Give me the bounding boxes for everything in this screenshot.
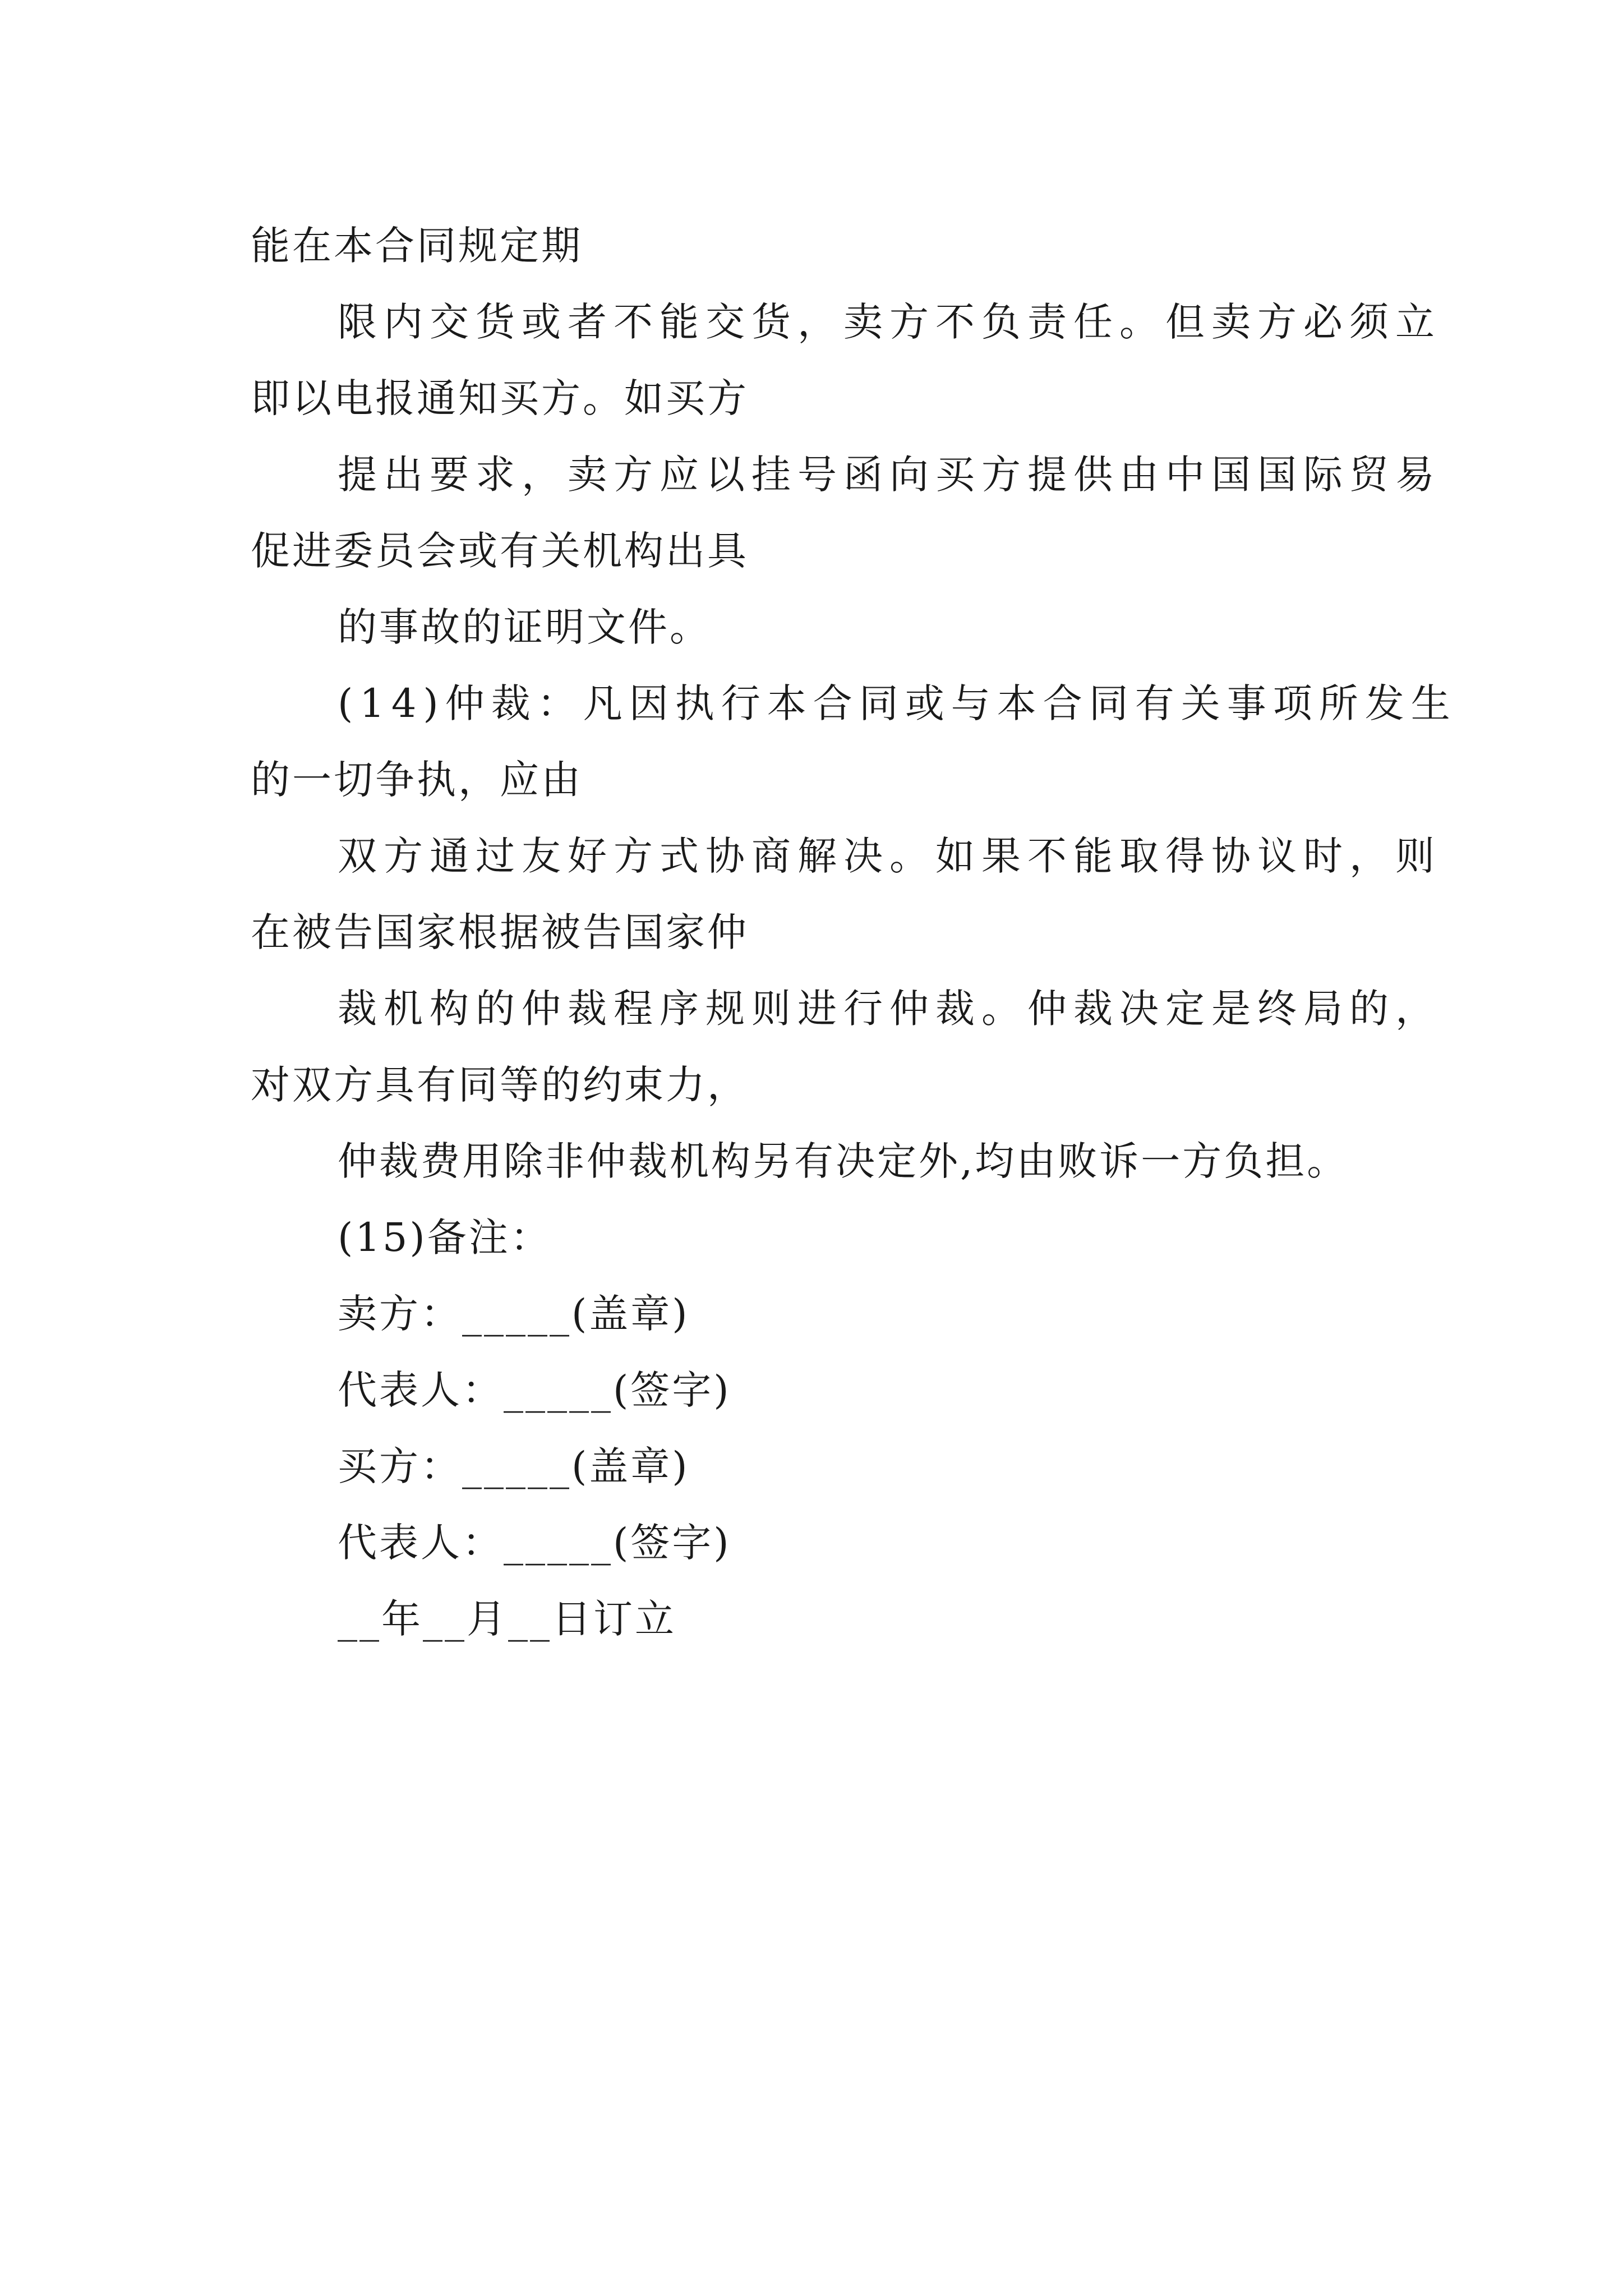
seller-representative-line: 代表人：_____(签字) [338,1367,731,1413]
date-line: __年__月__日订立 [338,1596,676,1642]
text-line: 促进委员会或有关机构出具 [251,528,749,574]
text-line: 提出要求，卖方应以挂号函向买方提供由中国国际贸易 [338,452,1441,498]
buyer-signature-line: 买方：_____(盖章) [338,1443,690,1489]
text-line: 裁机构的仲裁程序规则进行仲裁。仲裁决定是终局的， [338,986,1441,1032]
text-line: 在被告国家根据被告国家仲 [251,909,749,955]
clause-14-arbitration: (14)仲裁：凡因执行本合同或与本合同有关事项所发生 [338,680,1457,726]
text-line: 能在本合同规定期 [251,223,583,269]
buyer-representative-line: 代表人：_____(签字) [338,1520,731,1566]
text-line: 对双方具有同等的约束力， [251,1062,749,1108]
seller-signature-line: 卖方：_____(盖章) [338,1291,690,1337]
text-line: 双方通过友好方式协商解决。如果不能取得协议时，则 [338,833,1441,879]
text-line: 的事故的证明文件。 [338,604,711,650]
text-line: 的一切争执，应由 [251,757,583,803]
document-body [251,208,1457,1657]
text-line: 限内交货或者不能交货，卖方不负责任。但卖方必须立 [338,299,1441,345]
text-line: 即以电报通知买方。如买方 [251,375,749,421]
text-line: 仲裁费用除非仲裁机构另有决定外,均由败诉一方负担。 [338,1138,1349,1184]
clause-15-remarks: (15)备注： [338,1214,552,1260]
